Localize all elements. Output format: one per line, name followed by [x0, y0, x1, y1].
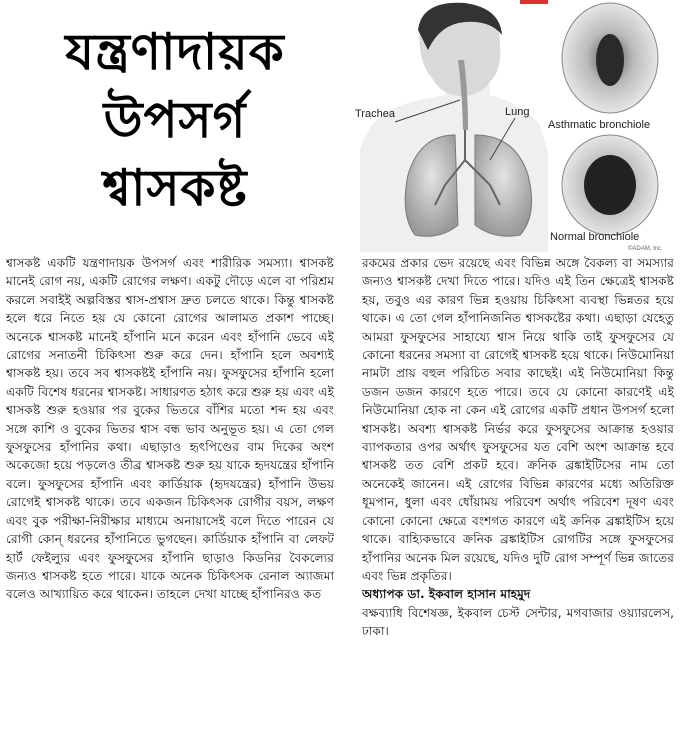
headline — [10, 18, 340, 248]
normal-bronchiole-label: Normal bronchiole — [550, 231, 640, 243]
trachea-label: Trachea — [355, 108, 395, 120]
right-column-text: রকমের প্রকার ভেদ রয়েছে এবং বিভিন্ন অঙ্গে বৈকল্য বা সমস্যার জন্যও শ্বাসকষ্ট দেখা দিতে পারে। যদিও এই তিন ক্ষেত্রেই শ্বাসকষ্ট হয়, তবুও এর কারণ ভিন্ন হওয়ায় চিকিৎসা ব্যবস্থা ভিন্নতর হয়ে থাকে। এ তো গেল হাঁপানিজনিত শ্বাসকষ্টের কথা। এছাড়া যেহেতু আমরা ফুসফুসের সাহায্যে শ্বাস নিয়ে থাকি তাই ফুসফুসের যে কোনো ধরনের সমস্যা বা রোগেই শ্বাসকষ্ট হয়ে থাকে। নিউমোনিয়া নামটা প্রায় বহুল পরিচিত সবার কাছেই। এই নিউমোনিয়া কিন্তু ডজন ডজন কারণে হতে পারে। তবে যে কোনো কারণেই এই নিউমোনিয়া হোক না কেন এই রোগের একটি প্রধান উপসর্গ হলো শ্বাসকষ্ট। অবশ্য শ্বাসকষ্ট নির্ভর করে ফুসফুসের আক্রান্ত হওয়ার ব্যাপকতার ওপর অর্থাৎ ফুসফুসের যত বেশি অংশ আক্রান্ত হবে শ্বাসকষ্ট তত বেশি প্রকট হবে। ক্রনিক ব্রঙ্কাইটিসের নাম তো অনেকেই জানেন। এই রোগের বিভিন্ন কারণের মধ্যে অতিরিক্ত ধূমপান, ধুলা এবং ধোঁয়াময় পরিবেশ অর্থাৎ পরিবেশ দূষণ এবং কোনো কোনো ক্ষেত্রে বংশগত কারণে এই ক্রনিক ব্রঙ্কাইটিস হয়ে থাকে। বাহ্যিকভাবে ক্রনিক ব্রঙ্কাইটিস রোগটির সঙ্গে ফুসফুসের হাঁপানির অনেক মিল রয়েছে, যদিও দুটি রোগ সম্পূর্ণ ভিন্ন জাতের এবং ভিন্ন প্রকৃতির। — [362, 256, 674, 583]
headline-line-1: যন্ত্রণাদায়ক — [65, 23, 285, 81]
article-left-column — [6, 254, 334, 604]
headline-line-2: উপসর্গ — [103, 91, 247, 149]
asthmatic-bronchiole-label: Asthmatic bronchiole — [548, 119, 651, 131]
image-credit: ©ADAM, Inc. — [628, 246, 663, 252]
headline-line-3: শ্বাসকষ্ট — [102, 159, 248, 217]
author-name: অধ্যাপক ডা. ইকবাল হাসান মাহমুদ — [362, 587, 531, 602]
article-right-column — [362, 254, 674, 641]
left-column-text: শ্বাসকষ্ট একটি যন্ত্রণাদায়ক উপসর্গ এবং শারীরিক সমস্যা। শ্বাসকষ্ট মানেই রোগ নয়, একটি রোগের লক্ষণ। একটু দৌড়ে এলে বা পরিশ্রম করলে সবাইই অল্পবিস্তর শ্বাস-প্রশ্বাস দ্রুত চলতে থাকে। কিন্তু শ্বাসকষ্ট হলে ধরে নিতে হয় যে কোনো রোগের আলামত প্রকাশ পাচ্ছে। অনেকে শ্বাসকষ্ট মানেই হাঁপানি মনে করেন এবং হাঁপানি ভেবে এই রোগের সনাতনী চিকিৎসা শুরু করে দেন। হাঁপানি হলে অবশ্যই শ্বাসকষ্ট হয়। তবে সব শ্বাসকষ্টই হাঁপানি নয়। ফুসফুসের হাঁপানি হলো একটি বিশেষ ধরনের শ্বাসকষ্ট। সাধারণত হঠাৎ করে শুরু হয় এবং এই শ্বাসকষ্ট শুরু হওয়ার পর বুকের ভিতরে বাঁশির মতো শব্দ হয় এবং সঙ্গে কাশি ও বুকের ভিতর শ্বাস বন্ধ ভাব অনুভূত হয়। এ তো গেল ফুসফুসের হাঁপানির কথা। এছাড়াও হৃৎপিণ্ডের বাম দিকের অংশ অকেজো হয়ে পড়লেও তীব্র শ্বাসকষ্ট শুরু হয় যাকে হৃদযন্ত্রের হাঁপানি বলে। ফুসফুসের হাঁপানি এবং কার্ডিয়াক (হৃদযন্ত্রের) হাঁপানি উভয় রোগেই শ্বাসকষ্ট থাকে। তবে একজন চিকিৎসক রোগীর বয়স, লক্ষণ এবং বুক পরীক্ষা-নিরীক্ষার মাধ্যমে অনায়াসেই বলে দিতে পারেন যে রোগী কোন্ ধরনের হাঁপানিতে ভুগছেন। কার্ডিয়াক হাঁপানি বা লেফট হার্ট ফেইল্যুর এবং ফুসফুসের হাঁপানি ছাড়াও কিডনির বৈকল্যের জন্যও শ্বাসকষ্ট হতে পারে। যাকে অনেক চিকিৎসক রেনাল অ্যাজমা বলেও আখ্যায়িত করে থাকেন। তাহলে দেখা যাচ্ছে হাঁপানিরও কত — [6, 256, 334, 602]
respiratory-illustration — [350, 0, 681, 252]
lung-label: Lung — [505, 106, 530, 118]
author-title: বক্ষব্যাধি বিশেষজ্ঞ, ইকবাল চেস্ট সেন্টার, মগবাজার ওয়্যারলেস, ঢাকা। — [362, 605, 674, 639]
